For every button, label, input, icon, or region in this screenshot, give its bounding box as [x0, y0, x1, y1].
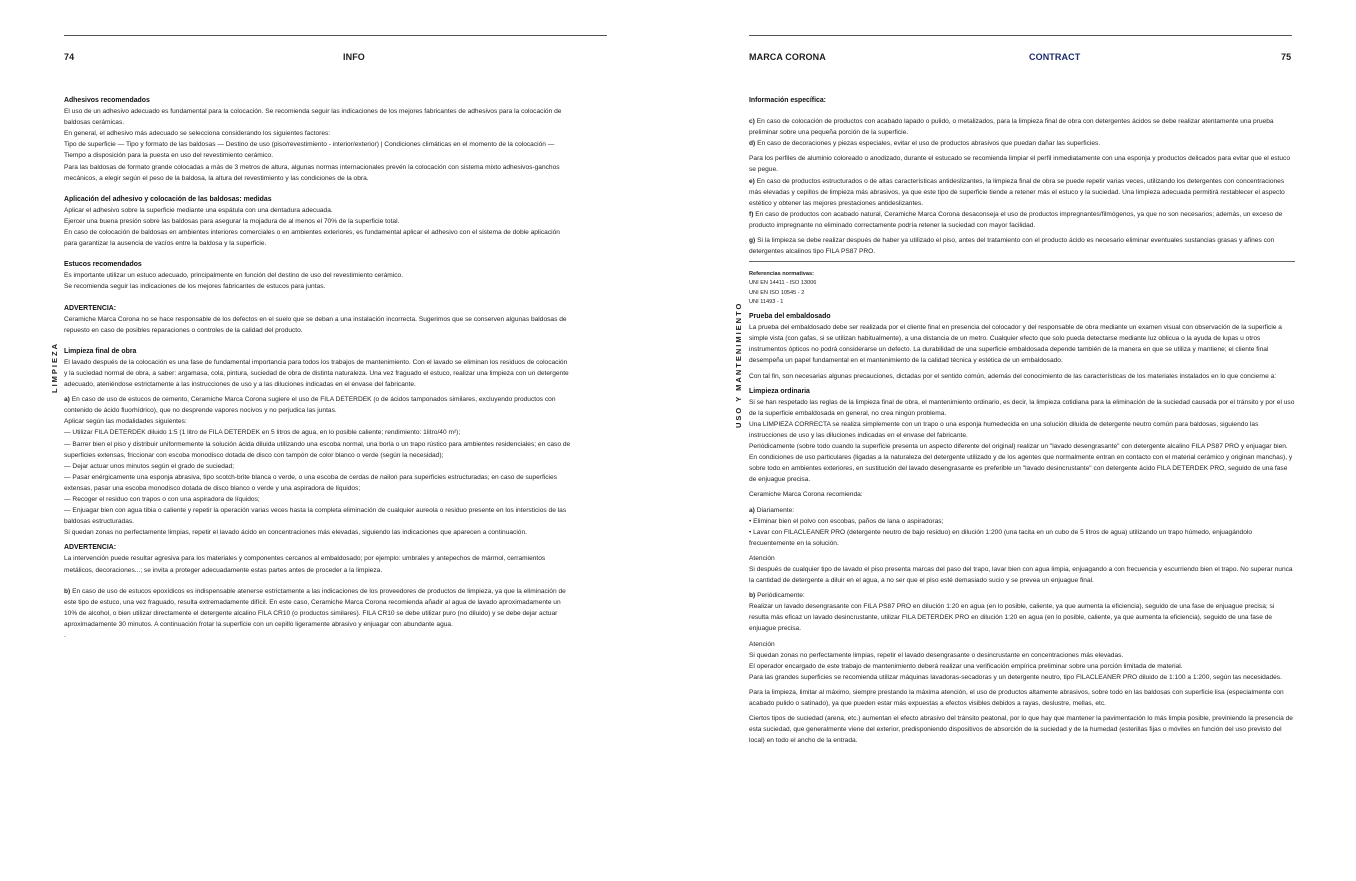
text-line: — Dejar actuar unos minutos según el grado de suciedad;: [64, 462, 235, 470]
reference-item: UNI EN 14411 - ISO 13006: [749, 280, 817, 287]
header-rule: [749, 35, 1292, 36]
text-line: Periódicamente (sobre todo cuando la superficie presenta un aspecto diferente del original) realizar un "lavado desengrasante" con detergente alcalino FILA PS87 PRO y enjuagar bien.: [749, 443, 1288, 451]
text-line: Para los perfiles de aluminio coloreado o anodizado, durante el estucado se recomienda limpiar el perfil inmediatamente con una esponja y productos delicados para evitar que el estuco se pegue.: [749, 155, 1291, 174]
marker-g: g): [749, 237, 756, 245]
info-item: [749, 235, 1295, 257]
text-line: Realizar un lavado desengrasante con FILA PS87 PRO en dilución 1:20 en agua (en lo posible, caliente, ya que aumenta la eficiencia), seguido de una fase de enjuague precisa; si resulta más eficaz un lavado desincrustante, utilizar FILA DETERDEK PRO en dilución 1:20 en agua (en lo posible, caliente, ya que aumenta la eficiencia), seguido de una fase de: [749, 603, 1275, 622]
paragraph-a-text: En caso de uso de estucos de cemento, Ceramiche Marca Corona sugiere el uso de FILA DETERDEK (o de ácidos tamponados similares, excluyendo productos con contenido de ácido fluorhídrico), que no desprende vapores nocivos y no perjudica las juntas.: [64, 396, 556, 415]
text-line: Para las grandes superficies se recomienda utilizar máquinas lavadoras-secadoras y un detergente neutro, tipo FILACLEANER PRO diluido de 1:100 a 1:200, según las necesidades.: [749, 673, 1282, 681]
text-line: En condiciones de uso particulares (ligadas a la naturaleza del detergente utilizado y de los agentes que normalmente entran en contacto con el material cerámico y originan manchas), y sobre todo en ambientes exteriores, en sustitución del lavado desengrasante es preferible un "lavado desincrustante" con detergente ácido FILA DETERDEK PRO, seguido de una fase de enjuague precisa.: [749, 454, 1293, 484]
text-line: En general, el adhesivo más adecuado se selecciona considerando los siguientes factores:: [64, 130, 331, 138]
text-line: Ejercer una buena presión sobre las baldosas para asegurar la mojadura de al menos el 70% de la superficie total.: [64, 217, 400, 225]
heading-estucos: Estucos recomendados: [64, 261, 142, 269]
periodic-title: [749, 590, 1295, 601]
heading-limpieza-ordinaria: Limpieza ordinaria: [749, 387, 810, 395]
text-line: • Eliminar bien el polvo con escobas, paños de lana o aspiradoras;: [749, 517, 944, 525]
brand-name: MARCA CORONA: [749, 52, 826, 62]
text-line: La prueba del embaldosado debe ser realizada por el cliente final en presencia del colocador y del responsable de obra mediante un examen visual con observación de la superficie a simple vista (con gafas, si se utilizan habitualmente), a una distancia de un metro. Cualquier efecto que solo pueda detectarse mediante luz oblicua o la ayuda de lupas u otros instrumentos ópticos no podrá considerarse un defecto. La durabilidad de una superficie embaldosada depende también de la manera en que se utiliza y mantiene; el cliente final desempeña un papel fundamental en el mantenimiento de la calidad técnica y estética de un embaldosado.: [749, 324, 1282, 365]
marker-b: b): [64, 587, 71, 595]
paragraph-b: [64, 586, 572, 630]
marker-periodic: b): [749, 592, 756, 600]
daily-title: [749, 505, 1295, 516]
text-line: Ciertos tipos de suciedad (arena, etc.) aumentan el efecto abrasivo del tránsito peatonal, por lo que hay que mantener la pavimentación lo más limpia posible, previniendo la presencia de esta suciedad, que generalmente viene del exterior, predisponiendo dispositivos de absorción de la suciedad y de la humedad (esterillas fijas o móviles en función del uso previsto del local) en todo el ancho de la entrada.: [749, 715, 1293, 745]
text-line: enjuague precisa.: [749, 625, 802, 633]
atencion-title: Atención: [749, 554, 775, 562]
text-line: Si quedan zonas no perfectamente limpias, repetir el lavado desengrasante o desincrustante en concentraciones más elevadas.: [749, 651, 1124, 659]
text-line: Una LIMPIEZA CORRECTA se realiza simplemente con un trapo o una esponja humedecida en una solución diluida de detergente neutro común para baldosas, siguiendo las instrucciones de uso y las diluciones indicadas en el envase del fabricante.: [749, 420, 1259, 439]
left-column: [64, 95, 572, 641]
text-line: Tipo de superficie — Tipo y formato de las baldosas — Destino de uso (piso/revestimiento - interior/exterior) | Condiciones climáticas en el momento de la colocación — Tiempo a disposición para la puesta en uso del revestimiento cerámico.: [64, 141, 555, 160]
marker-daily: a): [749, 506, 755, 514]
text-line: Si quedan zonas no perfectamente limpias, repetir el lavado ácido en concentraciones más elevadas, siguiendo las indicaciones que aparecen a continuación.: [64, 529, 527, 537]
paragraph-b-text: En caso de uso de estucos epoxídicos es indispensable atenerse estrictamente a las indicaciones de los proveedores de productos de limpieza, ya que la eliminación de este tipo de estuco, una vez fraguado, resulta extremadamente difícil. En este caso, Ceramiche Marca Corona recomienda añadir al agua de lavado aproximadamente un 10% de alcohol, o bien utilizar directamente el detergente alcalino FILA CR10 (o productos similares). FILA CR10 se debe utilizar puro (no diluido) y se debe dejar actuar aproximadamente 30 minutos. A continuación frotar la superficie con un cepillo ligeramente abrasivo y enjuagar con abundante agua.: [64, 587, 566, 628]
text-line: Aplicar según las modalidades siguientes:: [64, 418, 187, 426]
info-item-text: Si la limpieza se debe realizar después de haber ya utilizado el piso, antes del tratamiento con el producto ácido es necesario eliminar eventuales sustancias grasas y afines con detergentes alcalinos tipo FILA PS87 PRO.: [749, 237, 1275, 256]
header-rule: [64, 35, 607, 36]
marker-e: e): [749, 177, 755, 185]
text-line: — Pasar enérgicamente una esponja abrasiva, tipo scotch-brite blanca o verde, o una escoba de cerdas de nailon para superficies estructuradas; en caso de superficies extensas, pasar una escoba monodisco dotada de disco blanco o verde y una aspiradora de líquidos;: [64, 473, 557, 492]
text-line: Ceramiche Marca Corona recomienda:: [749, 491, 863, 499]
heading-advertencia: ADVERTENCIA:: [64, 304, 117, 312]
text-line: Para la limpieza, limitar al máximo, siempre prestando la máxima atención, el uso de productos altamente abrasivos, sobre todo en las baldosas con superficie lisa (especialmente con acabado pulido o satinado), ya que pueden estar más expuestas a efectos visibles debidos a rayas, deslustre, mellas, etc.: [749, 688, 1284, 708]
text-line: La intervención puede resultar agresiva para los materiales y componentes cercanos al embaldosado; por ejemplo: umbrales y antepechos de mármol, cerramientos metálicos, decoraciones...; se invita a proteger adecuadamente estas partes antes de proceder a la limpieza.: [64, 555, 546, 574]
text-line: Aplicar el adhesivo sobre la superficie mediante una espátula con una dentadura adecuada.: [64, 206, 333, 214]
text-line: — Recoger el residuo con trapos o con una aspiradora de líquidos;: [64, 496, 260, 503]
trailing-mark: .: [64, 632, 66, 640]
heading-aplicacion: Aplicación del adhesivo y colocación de las baldosas: medidas: [64, 195, 272, 203]
reference-item: UNI 11493 - 1: [749, 298, 784, 305]
heading-advertencia-2: ADVERTENCIA:: [64, 544, 117, 552]
text-line: Ceramiche Marca Corona no se hace responsable de los defectos en el suelo que se deban a una instalación incorrecta. Sugerimos que se conserven algunas baldosas de repuesto en caso de posibles reparaciones o controles de la calidad del producto.: [64, 315, 567, 334]
info-item: [749, 209, 1295, 231]
page-number: 75: [1281, 52, 1292, 62]
text-line: Si después de cualquier tipo de lavado el piso presenta marcas del paso del trapo, lavar bien con agua limpia, enjuagando a con frecuencia y escurriendo bien el trapo. No superar nunca la cantidad de detergente a diluir en el agua, a no ser que el piso esté demasiado sucio y se prevea un enjuague final.: [749, 566, 1293, 585]
section-divider: [749, 261, 1295, 262]
text-line: Es importante utilizar un estuco adecuado, principalmente en función del destino de uso del revestimiento cerámico.: [64, 272, 404, 280]
text-line: El uso de un adhesivo adecuado es fundamental para la colocación. Se recomienda seguir las indicaciones de los mejores fabricantes de adhesivos para la colocación de baldosas cerámicas.: [64, 108, 562, 127]
info-item: [749, 176, 1295, 209]
references-title: Referencias normativas:: [749, 271, 814, 278]
text-line: — Barrer bien el piso y distribuir uniformemente la solución ácida diluida utilizando una escoba normal, una borla o un trapo rústico para ambientes residenciales; en caso de superficies extensas, friccionar con escoba monodisco dotada de disco con tampón de color blanco o verde (según la necesidad);: [64, 440, 571, 459]
paragraph-a: [64, 394, 572, 416]
section-title: CONTRACT: [1029, 52, 1081, 62]
info-item-text: En caso de decoraciones y piezas especiales, evitar el uso de productos abrasivos que puedan dañar las superficies.: [755, 140, 1101, 148]
right-page: [678, 0, 1356, 881]
daily-title-text: Diariamente:: [754, 506, 795, 514]
text-line: — Utilizar FILA DETERDEK diluido 1:5 (1 litro de FILA DETERDEK en 5 litros de agua, en lo posible caliente; rendimiento: 1litro/40 m²);: [64, 429, 461, 437]
right-column: [749, 95, 1295, 746]
info-item: [749, 116, 1295, 138]
text-line: El lavado después de la colocación es una fase de fundamental importancia para todos los trabajos de mantenimiento. Con el lavado se eliminan los residuos de colocación y la suciedad normal de obra, a saber: argamasa, cola, pintura, suciedad de obra de distinta naturaleza. Una vez fraguado el estuco, realizar una limpieza con un detergente adecuado, ateniéndose estrictamente a las instrucciones de uso y a las diluciones indicadas en el envase del fabricante.: [64, 358, 569, 389]
heading-prueba: Prueba del embaldosado: [749, 313, 831, 321]
info-item: [749, 138, 1295, 149]
text-line: Para las baldosas de formato grande colocadas a más de 3 metros de altura, algunas normas internacionales prevén la colocación con sistema mixto adhesivos-ganchos mecánicos, a elegir según el peso de la baldosa, la altura del revestimiento y las condiciones de la obra.: [64, 163, 560, 182]
heading-adhesivos: Adhesivos recomendados: [64, 97, 150, 104]
atencion-title: Atención: [749, 640, 775, 648]
side-label-uso-mantenimiento: USO Y MANTENIMIENTO: [734, 301, 743, 428]
text-line: • Lavar con FILACLEANER PRO (detergente neutro de bajo residuo) en dilución 1:200 (una tacita en un cubo de 5 litros de agua) utilizando un trapo húmedo, enjuagándolo frecuentemente en la solución.: [749, 528, 1253, 547]
references: [749, 270, 1295, 307]
text-line: Se recomienda seguir las indicaciones de los mejores fabricantes de estucos para juntas.: [64, 283, 326, 291]
text-line: Con tal fin, son necesarias algunas precauciones, dictadas por el sentido común, además del conocimiento de las características de los materiales instalados en lo que concierne a:: [749, 372, 1277, 380]
marker-c: c): [749, 118, 755, 126]
periodic-title-text: Periódicamente:: [755, 592, 805, 600]
marker-d: d): [749, 140, 756, 148]
text-line: El operador encargado de este trabajo de mantenimiento deberá realizar una verificación empírica preliminar sobre una porción limitada de material.: [749, 662, 1183, 670]
info-item-text: En caso de colocación de productos con acabado lapado o pulido, o metalizados, para la limpieza final de obra con detergentes ácidos se debe realizar atentamente una prueba preliminar sobre una pequeña porción de la superficie.: [749, 118, 1274, 137]
marker-a: a): [64, 396, 70, 404]
reference-item: UNI EN ISO 10545 - 2: [749, 289, 805, 296]
info-item-text: En caso de productos con acabado natural, Ceramiche Marca Corona desaconseja el uso de productos impregnantes/filmógenos, ya que no son necesarios; además, un exceso de producto impregnante no eliminado correctamente podría retener la suciedad con mayor facilidad.: [749, 210, 1283, 229]
section-title: INFO: [343, 52, 365, 62]
text-line: — Enjuagar bien con agua tibia o caliente y repetir la operación varias veces hasta la completa eliminación de cualquier aureola o residuo presente en los intersticios de las baldosas estructuradas.: [64, 507, 567, 526]
page-number: 74: [64, 52, 75, 62]
side-label-limpieza: LIMPIEZA: [50, 342, 59, 393]
info-item-text: En caso de productos estructurados o de altas características antideslizantes, la limpieza final de obra se puede repetir varias veces, utilizando los detergentes con concentraciones más elevadas y cepillos de limpieza más abrasivos, ya que este tipo de superficie tiende a retener más el estuco y la suciedad. Una limpieza adecuada permitirá restablecer el aspecto estético y obtener las mejores prestaciones antideslizantes.: [749, 177, 1285, 207]
marker-f: f): [749, 210, 754, 218]
heading-informacion: Información específica:: [749, 97, 826, 104]
text-line: En caso de colocación de baldosas en ambientes interiores comerciales o en ambientes exteriores, es fundamental aplicar el adhesivo con el sistema de doble aplicación para garantizar la ausencia de vacíos entre la baldosa y la superficie.: [64, 229, 560, 248]
text-line: Si se han respetado las reglas de la limpieza final de obra, el mantenimiento ordinario, es decir, la limpieza cotidiana para la eliminación de la suciedad causada por el tránsito y por el uso de la superficie embaldosada en general, no crea ningún problema.: [749, 398, 1295, 417]
heading-limpieza-final: Limpieza final de obra: [64, 347, 137, 355]
